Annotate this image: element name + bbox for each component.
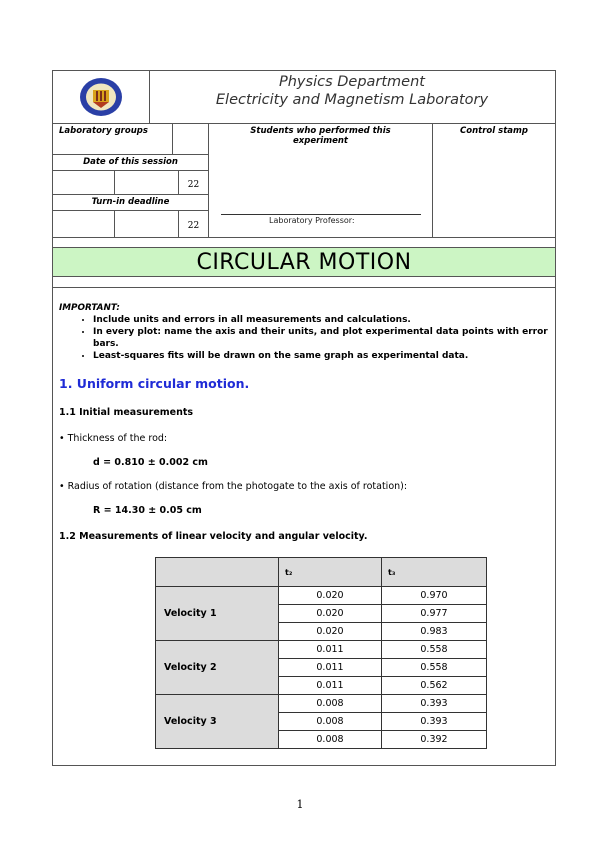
table-cell: 0.008 (279, 695, 382, 713)
important-item: • In every plot: name the axis and their units, and plot experimental data points with error bars. (93, 326, 563, 350)
measurements-table (155, 557, 487, 749)
date-day-field[interactable] (53, 171, 115, 195)
students-label: Students who performed this experiment (209, 123, 433, 237)
table-cell: 0.011 (279, 659, 382, 677)
spacer-row (53, 237, 555, 248)
section-heading: 1. Uniform circular motion. (59, 376, 250, 391)
turn-in-label: Turn-in deadline (53, 195, 209, 211)
important-item: • Include units and errors in all measurements and calculations. (93, 314, 563, 326)
table-cell: 0.562 (382, 677, 487, 695)
table-cell: 0.558 (382, 659, 487, 677)
table-header-row (156, 558, 487, 587)
department-name: Physics Department (279, 74, 425, 90)
date-session-label: Date of this session (53, 155, 209, 171)
logo-cell (53, 71, 150, 123)
turnin-month-field[interactable] (115, 211, 179, 237)
table-cell: 0.393 (382, 695, 487, 713)
table-cell: 0.008 (279, 731, 382, 749)
important-list (75, 314, 563, 362)
date-year-field[interactable]: 22 (179, 171, 209, 195)
turnin-year-field[interactable]: 22 (179, 211, 209, 237)
radius-formula: R = 14.30 ± 0.05 cm (93, 505, 202, 516)
page-title: CIRCULAR MOTION (53, 248, 555, 277)
table-cell: 0.020 (279, 623, 382, 641)
lab-groups-value[interactable] (173, 123, 209, 155)
lab-professor-label: Laboratory Professor: (269, 216, 355, 225)
table-row (156, 695, 487, 713)
department-title (149, 73, 555, 109)
important-heading: IMPORTANT: (59, 303, 120, 313)
group-label: Velocity 3 (156, 695, 279, 749)
laboratory-name: Electricity and Magnetism Laboratory (215, 92, 489, 108)
table-cell: 0.558 (382, 641, 487, 659)
table-cell: 0.011 (279, 677, 382, 695)
subsection-heading: 1.1 Initial measurements (59, 407, 194, 418)
thickness-formula: d = 0.810 ± 0.002 cm (93, 457, 208, 468)
table-cell: 0.393 (382, 713, 487, 731)
page-frame (52, 70, 556, 766)
control-stamp-label: Control stamp (460, 126, 528, 136)
table-cell: 0.020 (279, 605, 382, 623)
thickness-text: • Thickness of the rod: (59, 433, 168, 444)
header (53, 71, 555, 124)
radius-text: • Radius of rotation (distance from the photogate to the axis of rotation): (59, 481, 408, 492)
table-cell: 0.392 (382, 731, 487, 749)
table-cell: 0.008 (279, 713, 382, 731)
lab-groups-label: Laboratory groups (53, 123, 173, 155)
university-seal-icon (79, 77, 123, 117)
table-cell: 0.011 (279, 641, 382, 659)
table-cell: 0.983 (382, 623, 487, 641)
subsection-heading: 1.2 Measurements of linear velocity and angular velocity. (59, 531, 368, 542)
table-row (156, 587, 487, 605)
group-label: Velocity 1 (156, 587, 279, 641)
signature-line (221, 214, 421, 215)
date-month-field[interactable] (115, 171, 179, 195)
table-corner-cell (156, 558, 279, 587)
table-cell: 0.970 (382, 587, 487, 605)
important-item: • Least-squares fits will be drawn on the same graph as experimental data. (93, 350, 563, 362)
column-header: t₂ (279, 558, 382, 587)
table-cell: 0.020 (279, 587, 382, 605)
table-cell: 0.977 (382, 605, 487, 623)
table-row (156, 641, 487, 659)
page-number: 1 (296, 798, 304, 811)
spacer-row-2 (53, 277, 555, 288)
column-header: t₃ (382, 558, 487, 587)
turnin-day-field[interactable] (53, 211, 115, 237)
group-label: Velocity 2 (156, 641, 279, 695)
